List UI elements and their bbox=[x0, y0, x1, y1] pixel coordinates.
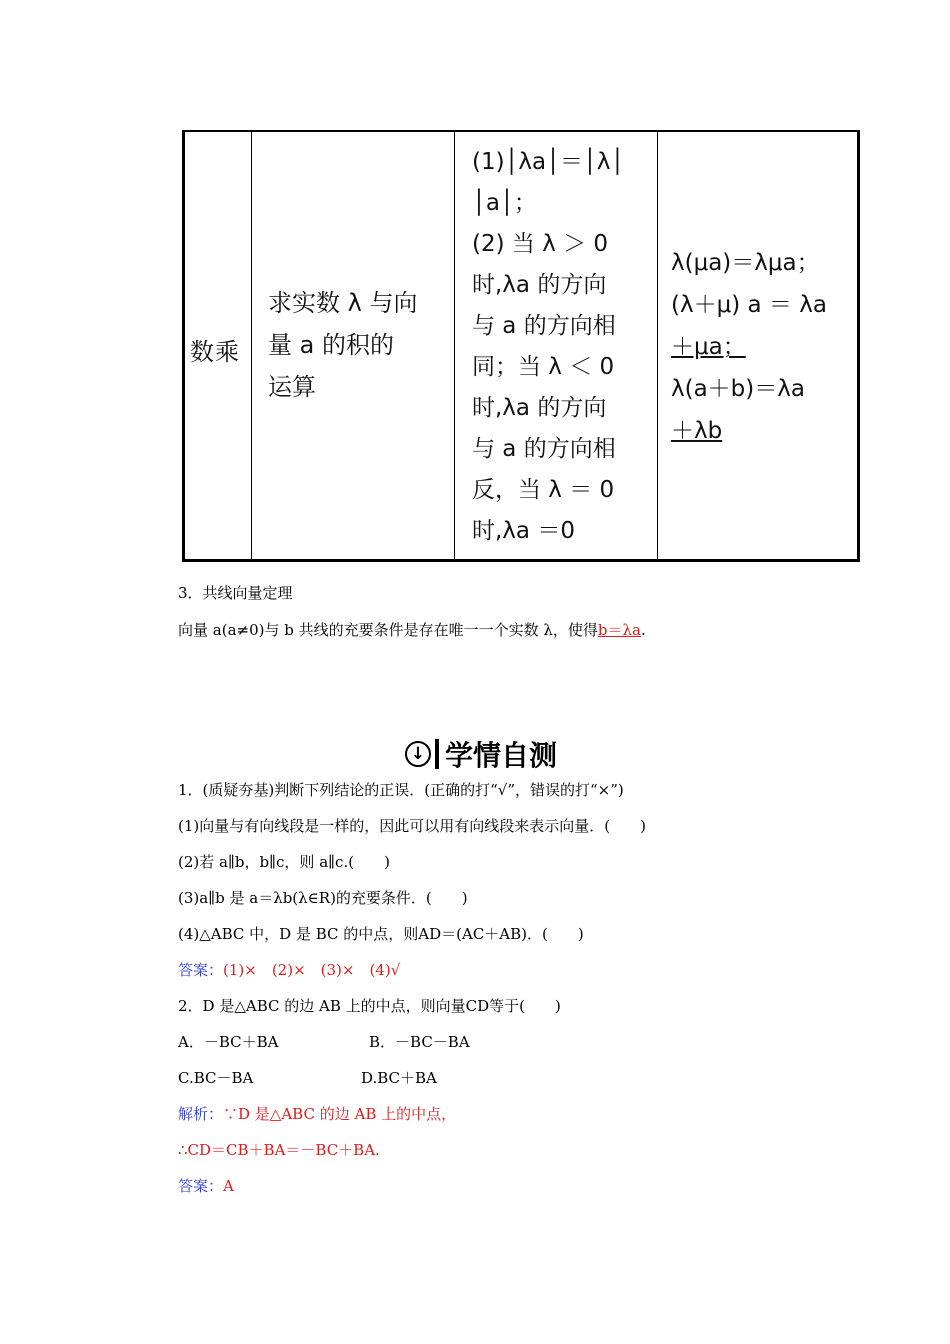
law-line: λ(μa)＝λμa； bbox=[671, 250, 820, 276]
theorem-text bbox=[178, 620, 646, 640]
option-d: D.BC＋BA bbox=[361, 1069, 437, 1087]
table-divider bbox=[251, 132, 252, 559]
rule-line: 同；当 λ ＜ 0 bbox=[472, 354, 615, 380]
question-1-item: (3)a∥b 是 a＝λb(λ∈R)的充要条件．( ) bbox=[178, 889, 468, 907]
self-test-heading bbox=[405, 734, 557, 774]
rule-line: 与 a 的方向相 bbox=[472, 313, 616, 339]
law-line: ＋λb bbox=[671, 418, 723, 444]
question-1-item: (2)若 a∥b，b∥c，则 a∥c.( ) bbox=[178, 853, 390, 871]
rule-line: 时,λa ＝0 bbox=[472, 518, 575, 544]
definition-line: 运算 bbox=[268, 373, 316, 401]
table-cell-rules bbox=[472, 142, 658, 552]
analysis-label: 解析： bbox=[178, 1105, 224, 1123]
law-line: (λ＋μ) a ＝ λa bbox=[671, 292, 827, 318]
theorem-statement: 向量 a(a≠0)与 b 共线的充要条件是存在唯一一个实数 λ，使得 bbox=[178, 621, 598, 639]
analysis-line bbox=[178, 1104, 456, 1124]
question-1-stem: 1．(质疑夯基)判断下列结论的正误．(正确的打“√”，错误的打“×”) bbox=[178, 781, 624, 799]
answer-value: (1)× (2)× (3)× (4)√ bbox=[223, 961, 401, 979]
option-c: C.BC－BA bbox=[178, 1069, 254, 1087]
analysis-line: ∴CD＝CB＋BA＝－BC＋BA. bbox=[178, 1141, 380, 1159]
table-cell-laws bbox=[671, 242, 861, 452]
law-line: ＋μa； bbox=[671, 334, 746, 360]
answer-value: A bbox=[223, 1177, 234, 1195]
rule-line: 与 a 的方向相 bbox=[472, 436, 616, 462]
table-divider bbox=[454, 132, 455, 559]
definition-line: 量 a 的积的 bbox=[268, 331, 394, 359]
section-heading: 3．共线向量定理 bbox=[178, 584, 293, 602]
rule-line: │a│； bbox=[472, 190, 537, 216]
law-line: λ(a＋b)＝λa bbox=[671, 376, 805, 402]
rule-line: 时,λa 的方向 bbox=[472, 395, 607, 421]
theorem-period: . bbox=[640, 621, 646, 639]
table-cell-operation-name: 数乘 bbox=[190, 338, 240, 366]
question-1-item: (1)向量与有向线段是一样的，因此可以用有向线段来表示向量．( ) bbox=[178, 817, 646, 835]
rule-line: 反，当 λ ＝ 0 bbox=[472, 477, 615, 503]
option-b: B．－BC－BA bbox=[369, 1033, 470, 1051]
down-arrow-icon: ↓ bbox=[405, 741, 431, 767]
table-cell-definition bbox=[268, 282, 448, 408]
answer-label: 答案： bbox=[178, 961, 224, 979]
option-a: A．－BC＋BA bbox=[178, 1033, 279, 1051]
rule-line: 时,λa 的方向 bbox=[472, 272, 607, 298]
question-2-stem: 2．D 是△ABC 的边 AB 上的中点，则向量CD等于( ) bbox=[178, 997, 561, 1015]
analysis-text: ∵D 是△ABC 的边 AB 上的中点， bbox=[223, 1105, 457, 1123]
answer-label: 答案： bbox=[178, 1177, 224, 1195]
theorem-answer: b＝λa bbox=[597, 621, 641, 639]
rule-line: (2) 当 λ ＞ 0 bbox=[472, 231, 609, 257]
heading-title: 学情自测 bbox=[445, 739, 558, 772]
question-2-answer bbox=[178, 1176, 234, 1196]
definition-line: 求实数 λ 与向 bbox=[268, 289, 418, 317]
question-1-item: (4)△ABC 中，D 是 BC 的中点，则AD＝(AC＋AB)．( ) bbox=[178, 925, 584, 943]
operation-table bbox=[182, 130, 860, 562]
question-1-answer bbox=[178, 960, 400, 980]
rule-line: (1)│λa│＝│λ│ bbox=[472, 149, 625, 175]
heading-bar bbox=[435, 739, 439, 769]
